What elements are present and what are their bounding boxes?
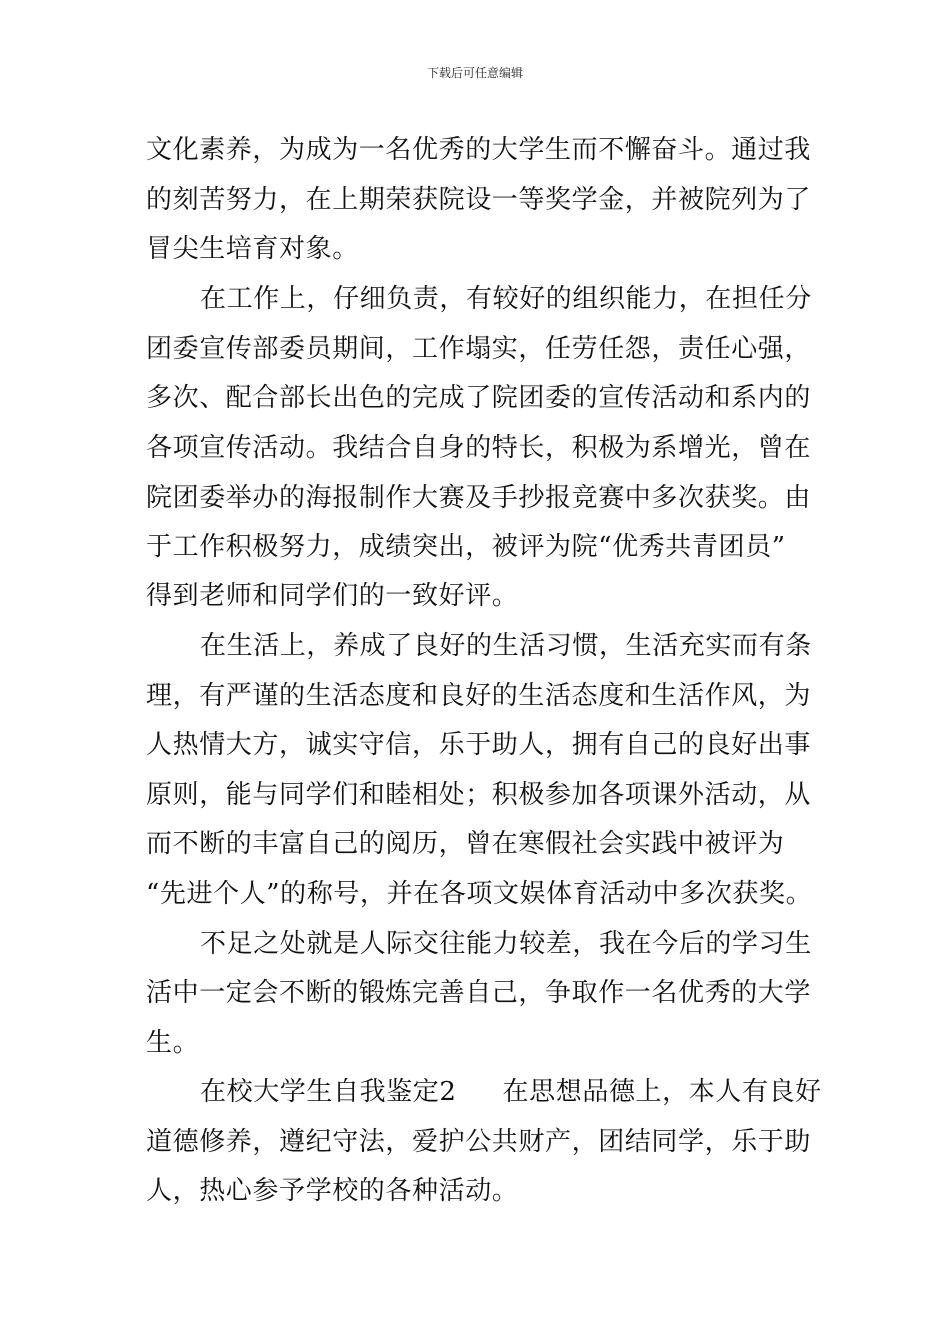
page-header: 下载后可任意编辑 <box>426 66 523 80</box>
text-line: 团委宣传部委员期间，工作塌实，任劳任怨，责任心强， <box>146 334 812 364</box>
text-line: 人热情大方，诚实守信，乐于助人，拥有自己的良好出事 <box>146 730 812 760</box>
paragraph-start-line: 不足之处就是人际交往能力较差，我在今后的学习生 <box>200 929 812 959</box>
section-title: 在校大学生自我鉴定2 <box>200 1077 457 1107</box>
text-line: 的刻苦努力，在上期荣获院设一等奖学金，并被院列为了 <box>146 185 812 215</box>
text-line: 于工作积极努力，成绩突出，被评为院“优秀共青团员” <box>146 532 786 562</box>
text-line: 而不断的丰富自己的阅历，曾在寒假社会实践中被评为 <box>146 829 785 859</box>
text-line: 各项宣传活动。我结合自身的特长，积极为系增光，曾在 <box>146 433 812 463</box>
text-line: 道德修养，遵纪守法，爱护公共财产，团结同学，乐于助 <box>146 1127 812 1157</box>
section-heading-line <box>200 1077 822 1107</box>
text-line: 冒尖生培育对象。 <box>146 234 359 264</box>
text-line: 多次、配合部长出色的完成了院团委的宣传活动和系内的 <box>146 383 812 413</box>
section-text: 在思想品德上，本人有良好 <box>502 1077 822 1107</box>
text-line: 院团委举办的海报制作大赛及手抄报竞赛中多次获奖。由 <box>146 483 812 513</box>
paragraph-start-line: 在工作上，仔细负责，有较好的组织能力，在担任分 <box>200 284 812 314</box>
text-line: 人，热心参予学校的各种活动。 <box>146 1176 519 1206</box>
paragraph-start-line: 在生活上，养成了良好的生活习惯，生活充实而有条 <box>200 631 812 661</box>
text-line: 理，有严谨的生活态度和良好的生活态度和生活作风，为 <box>146 681 812 711</box>
text-line: 文化素养，为成为一名优秀的大学生而不懈奋斗。通过我 <box>146 135 812 165</box>
text-line: 生。 <box>146 1028 200 1058</box>
text-line: 原则，能与同学们和睦相处；积极参加各项课外活动，从 <box>146 780 812 810</box>
text-line: 得到老师和同学们的一致好评。 <box>146 581 519 611</box>
text-line: “先进个人”的称号，并在各项文娱体育活动中多次获奖。 <box>146 879 813 909</box>
text-line: 活中一定会不断的锻炼完善自己，争取作一名优秀的大学 <box>146 978 812 1008</box>
